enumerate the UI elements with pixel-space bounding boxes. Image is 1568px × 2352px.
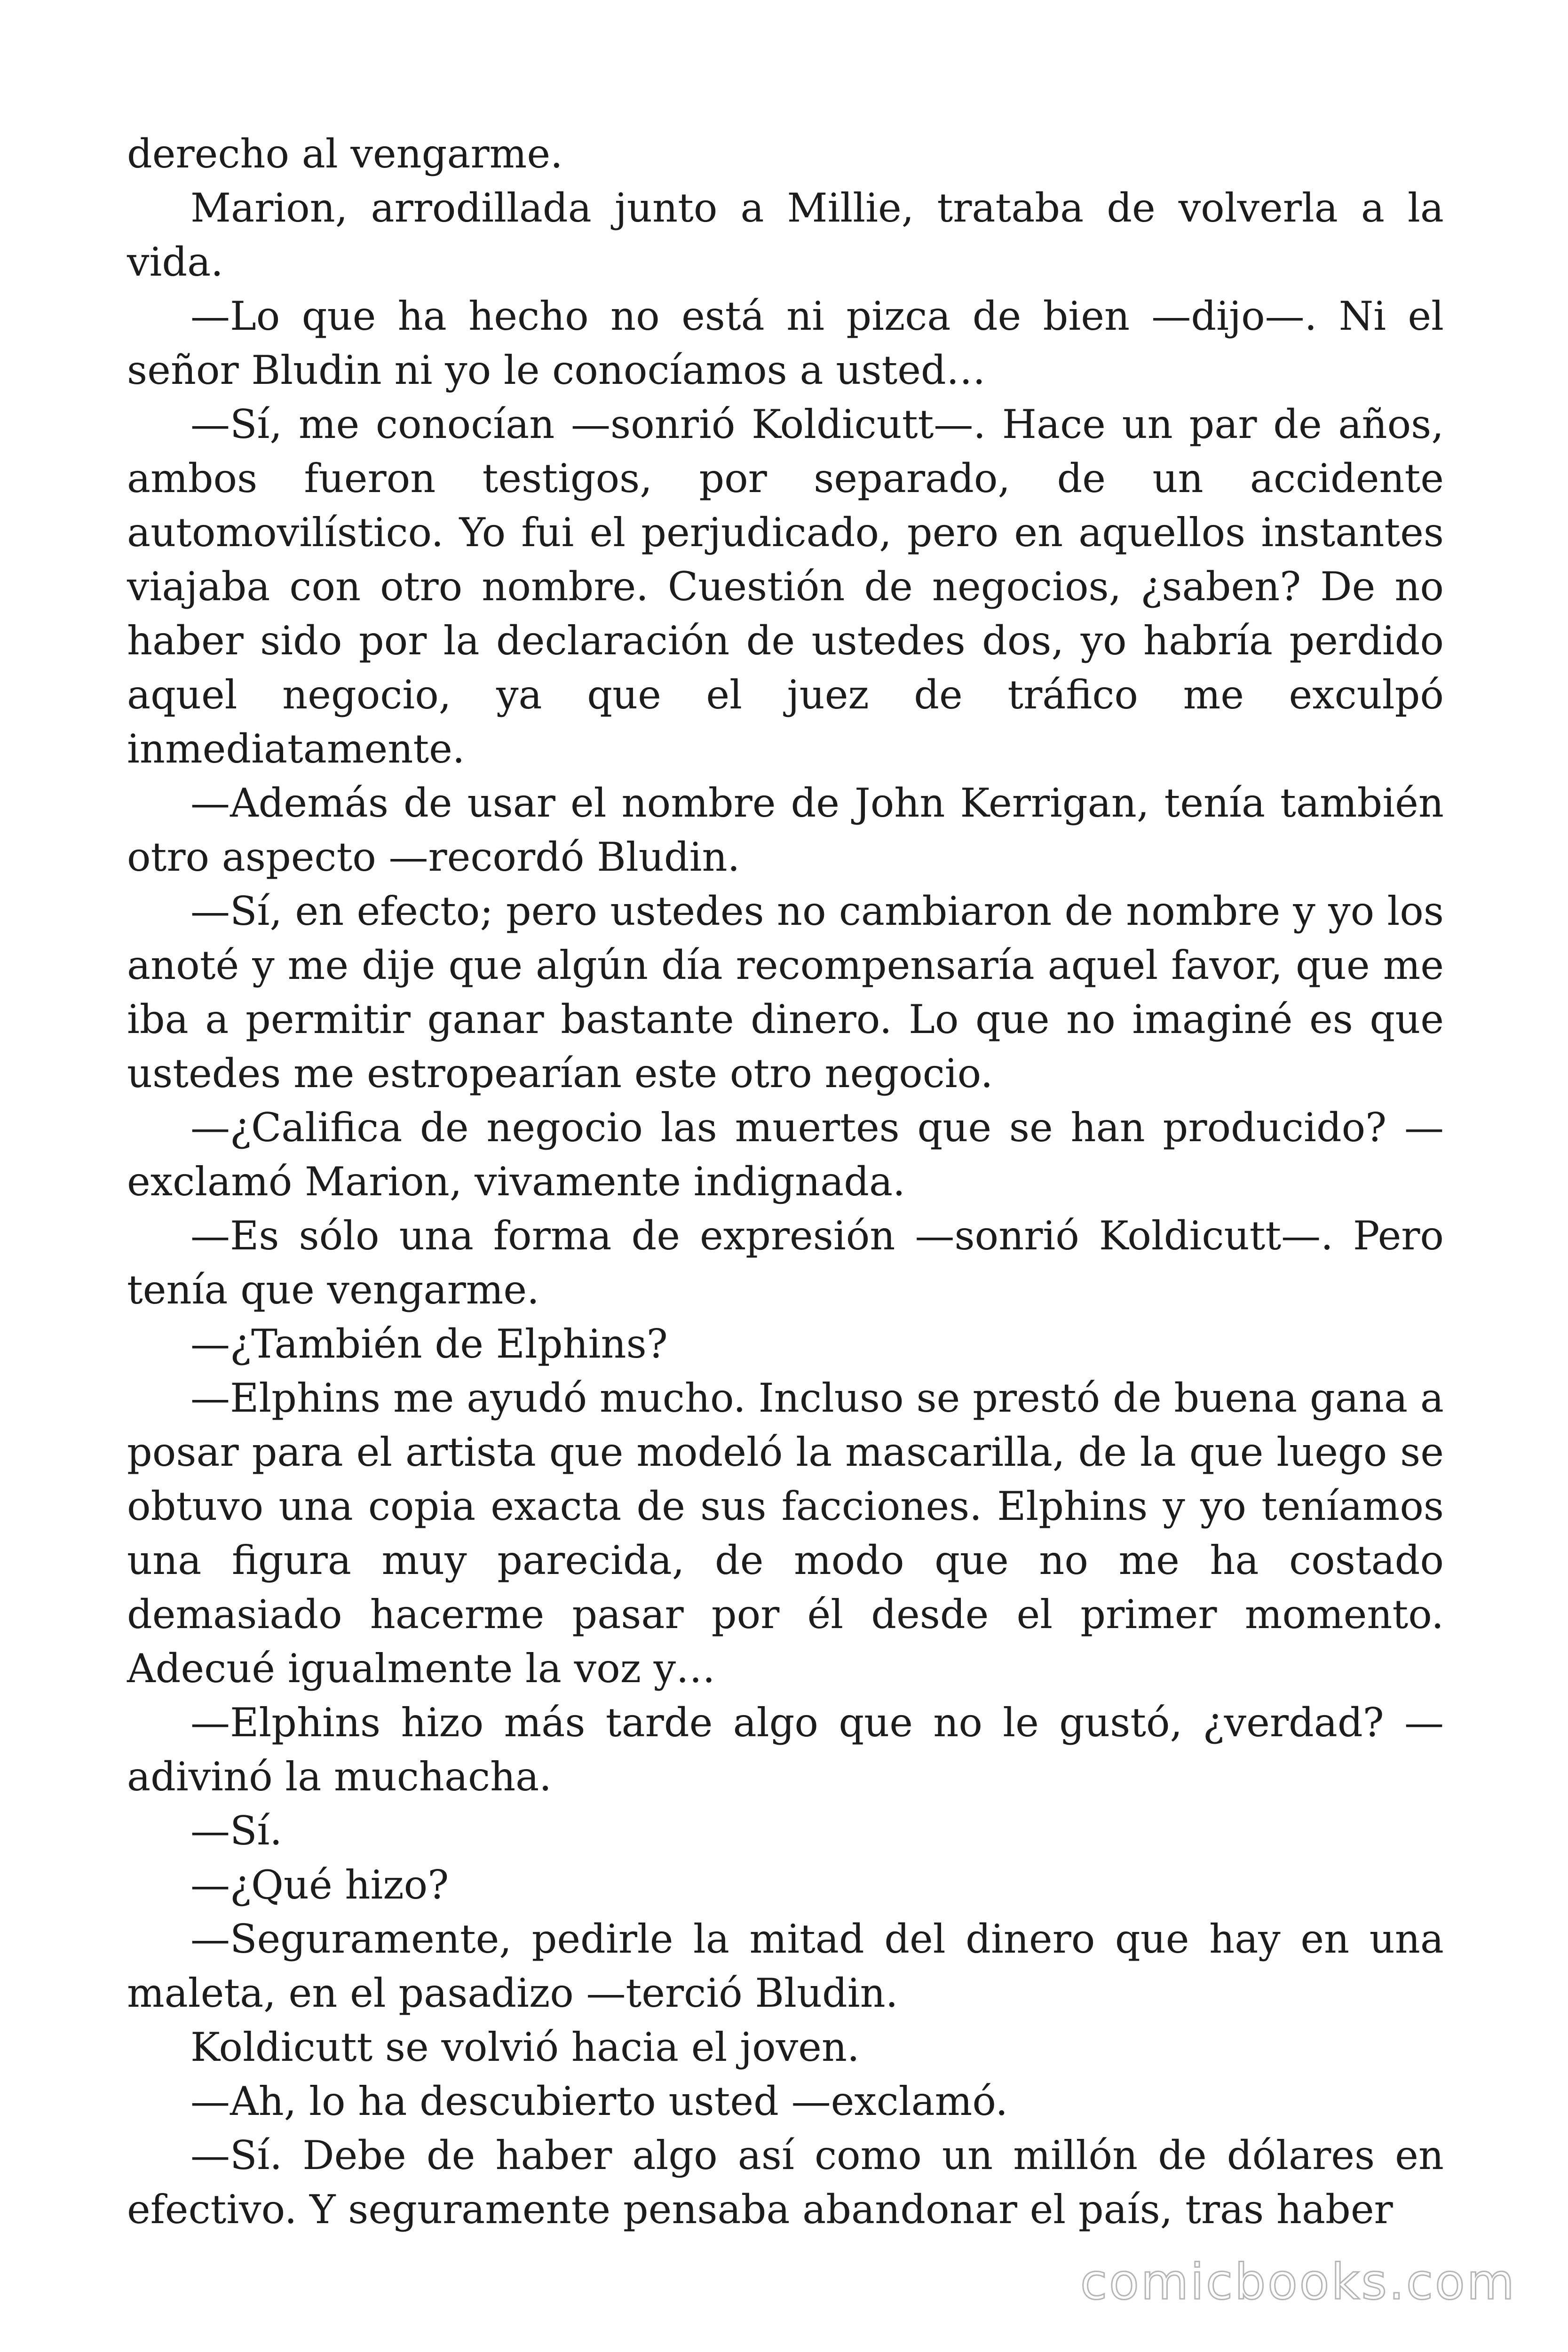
- paragraph: —Seguramente, pedirle la mitad del dinero que hay en una maleta, en el pasadizo —terció Bludin.: [127, 1916, 1444, 2016]
- paragraph: —Elphins me ayudó mucho. Incluso se prestó de buena gana a posar para el artista que modeló la mascarilla, de la que luego se obtuvo una copia exacta de sus facciones. Elphins y yo teníamos una figura muy parecida, de modo que no me ha costado demasiado hacerme pasar por él desde el primer momento. Adecué igualmente la voz y…: [127, 1375, 1444, 1692]
- paragraph: —Sí, en efecto; pero ustedes no cambiaron de nombre y yo los anoté y me dije que algún día recompensaría aquel favor, que me iba a permitir ganar bastante dinero. Lo que no imaginé es que ustedes me estropearían este otro negocio.: [127, 888, 1444, 1097]
- paragraph: —Sí.: [190, 1808, 283, 1854]
- paragraph: —Sí, me conocían —sonrió Koldicutt—. Hace un par de años, ambos fueron testigos, por separado, de un accidente automovilístico. Yo fui el perjudicado, pero en aquellos instantes viajaba con otro nombre. Cuestión de negocios, ¿saben? De no haber sido por la declaración de ustedes dos, yo habría perdido aquel negocio, ya que el juez de tráfico me exculpó inmediatamente.: [127, 401, 1444, 772]
- paragraph: —¿Qué hizo?: [190, 1862, 449, 1908]
- paragraph: —¿Califica de negocio las muertes que se han producido? —exclamó Marion, vivamente indignada.: [127, 1104, 1444, 1205]
- body-text: [127, 127, 1444, 2237]
- paragraph: —¿También de Elphins?: [190, 1321, 668, 1367]
- paragraph: Koldicutt se volvió hacia el joven.: [190, 2024, 860, 2070]
- watermark: comicbooks.com: [1080, 2253, 1516, 2311]
- paragraph: —Elphins hizo más tarde algo que no le gustó, ¿verdad? —adivinó la muchacha.: [127, 1700, 1444, 1800]
- paragraph: —Sí. Debe de haber algo así como un millón de dólares en efectivo. Y seguramente pensaba abandonar el país, tras haber: [127, 2132, 1444, 2233]
- paragraph: —Lo que ha hecho no está ni pizca de bien —dijo—. Ni el señor Bludin ni yo le conocíamos a usted…: [127, 293, 1444, 393]
- paragraph: —Ah, lo ha descubierto usted —exclamó.: [190, 2078, 1008, 2124]
- paragraph: —Es sólo una forma de expresión —sonrió Koldicutt—. Pero tenía que vengarme.: [127, 1213, 1444, 1313]
- paragraph: Marion, arrodillada junto a Millie, trataba de volverla a la vida.: [127, 185, 1444, 285]
- paragraph-continuation: derecho al vengarme.: [127, 131, 563, 177]
- paragraph: —Además de usar el nombre de John Kerrigan, tenía también otro aspecto —recordó Bludin.: [127, 780, 1444, 880]
